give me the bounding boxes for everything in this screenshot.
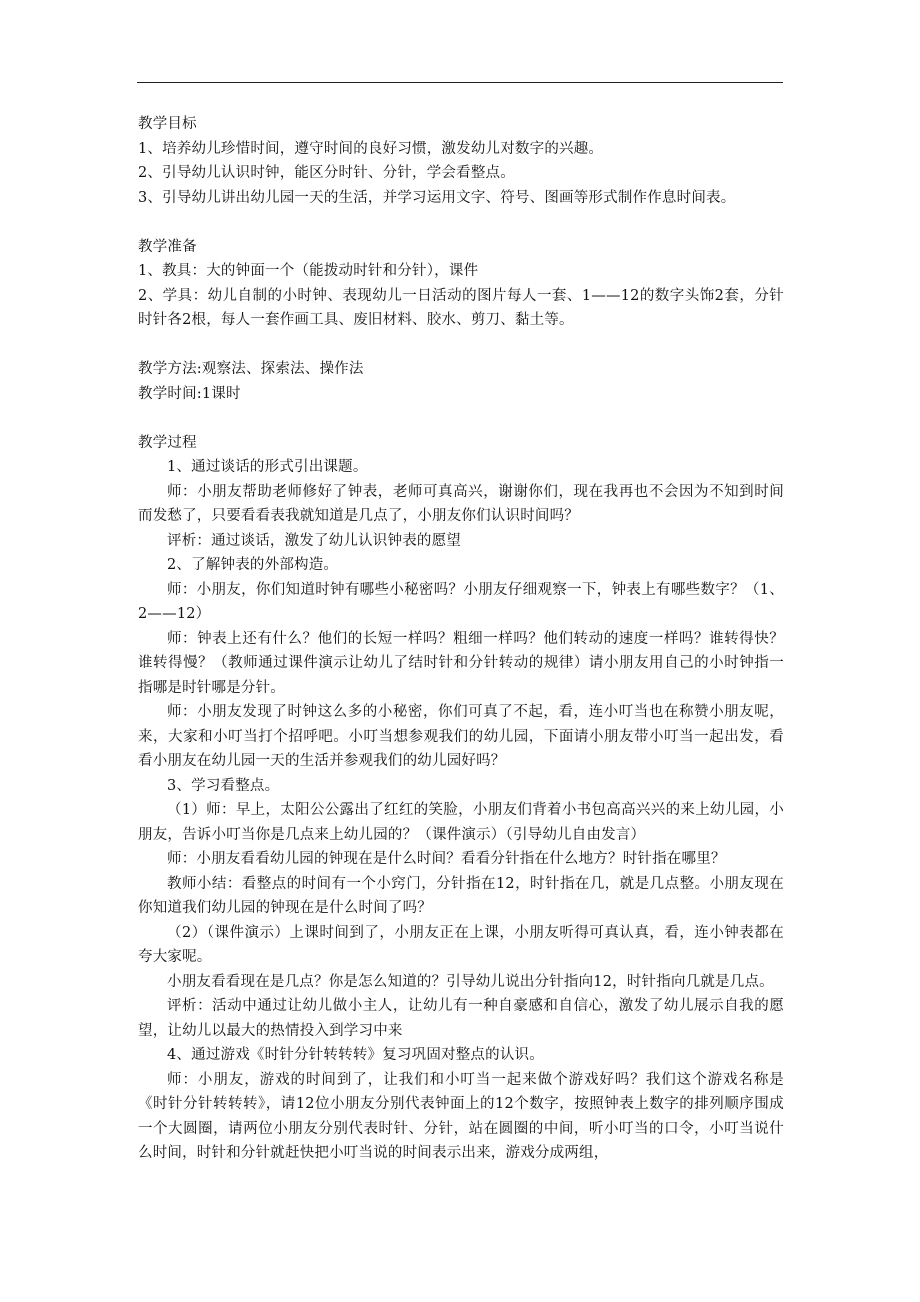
goal-item: 1、培养幼儿珍惜时间，遵守时间的良好习惯，激发幼儿对数字的兴趣。 xyxy=(138,140,604,157)
teaching-time: 教学时间:1课时 xyxy=(138,385,241,402)
spacer xyxy=(138,333,784,358)
process-paragraph: 3、学习看整点。 xyxy=(167,777,280,794)
process-section xyxy=(138,431,784,1166)
prep-heading: 教学准备 xyxy=(138,238,197,255)
lesson-plan-body xyxy=(138,112,784,1166)
process-paragraph: 师：小朋友，游戏的时间到了，让我们和小叮当一起来做个游戏好吗？我们这个游戏名称是《时针分针转转转》，请12位小朋友分别代表钟面上的12个数字，按照钟表上数字的排列顺序围成一个大圆圈，请两位小朋友分别代表时针、分针，站在圆圈的中间，听小叮当的口令，小叮当说什么时间，时针和分针就赶快把小叮当说的时间表示出来，游戏分成两组， xyxy=(138,1071,784,1161)
goals-section xyxy=(138,112,784,210)
spacer xyxy=(138,210,784,235)
goal-item: 2、引导幼儿认识时钟，能区分时针、分针，学会看整点。 xyxy=(138,165,515,181)
process-paragraph: 教师小结：看整点的时间有一个小窍门，分针指在12，时针指在几，就是几点整。小朋友现在你知道我们幼儿园的钟现在是什么时间了吗？ xyxy=(138,875,784,916)
process-paragraph: （2）（课件演示）上课时间到了，小朋友正在上课，小朋友听得可真认真，看，连小钟表都在夸大家呢。 xyxy=(138,924,784,965)
teaching-method: 教学方法:观察法、探索法、操作法 xyxy=(138,361,364,377)
process-paragraph: （1）师：早上，太阳公公露出了红红的笑脸，小朋友们背着小书包高高兴兴的来上幼儿园，小朋友，告诉小叮当你是几点来上幼儿园的？（课件演示）（引导幼儿自由发言） xyxy=(138,802,784,843)
header-rule xyxy=(137,82,783,83)
goals-heading: 教学目标 xyxy=(138,116,197,132)
process-heading: 教学过程 xyxy=(138,434,197,451)
process-paragraph: 师：小朋友，你们知道时钟有哪些小秘密吗？小朋友仔细观察一下，钟表上有哪些数字？（1、2——12） xyxy=(138,581,784,622)
prep-item: 1、教具：大的钟面一个（能拨动时针和分针），课件 xyxy=(138,263,479,279)
process-paragraph: 1、通过谈话的形式引出课题。 xyxy=(167,459,368,475)
prep-item: 2、学具：幼儿自制的小时钟、表现幼儿一日活动的图片每人一套、1——12的数字头饰2套，分针时针各2根，每人一套作画工具、废旧材料、胶水、剪刀、黏土等。 xyxy=(138,287,784,328)
process-paragraph: 师：钟表上还有什么？他们的长短一样吗？粗细一样吗？他们转动的速度一样吗？谁转得快？谁转得慢？（教师通过课件演示让幼儿了结时针和分针转动的规律）请小朋友用自己的小时钟指一指哪是时针哪是分针。 xyxy=(138,630,784,696)
process-paragraph: 师：小朋友发现了时钟这么多的小秘密，你们可真了不起，看，连小叮当也在称赞小朋友呢，来，大家和小叮当打个招呼吧。小叮当想参观我们的幼儿园，下面请小朋友带小叮当一起出发，看看小朋友在幼儿园一天的生活并参观我们的幼儿园好吗？ xyxy=(138,704,784,769)
process-paragraph: 师：小朋友看看幼儿园的钟现在是什么时间？看看分针指在什么地方？时针指在哪里？ xyxy=(167,851,726,867)
process-paragraph: 评析：活动中通过让幼儿做小主人，让幼儿有一种自豪感和自信心，激发了幼儿展示自我的愿望，让幼儿以最大的热情投入到学习中来 xyxy=(138,998,784,1039)
process-paragraph: 2、了解钟表的外部构造。 xyxy=(167,557,339,573)
process-paragraph: 师：小朋友帮助老师修好了钟表，老师可真高兴，谢谢你们，现在我再也不会因为不知到时间而发愁了，只要看看表我就知道是几点了，小朋友你们认识时间吗？ xyxy=(138,483,784,524)
goal-item: 3、引导幼儿讲出幼儿园一天的生活，并学习运用文字、符号、图画等形式制作作息时间表。 xyxy=(138,189,736,206)
process-paragraph: 4、通过游戏《时针分针转转转》复习巩固对整点的认识。 xyxy=(167,1047,544,1063)
spacer xyxy=(138,406,784,431)
process-paragraph: 评析：通过谈话，激发了幼儿认识钟表的愿望 xyxy=(167,532,461,549)
process-paragraph: 小朋友看看现在是几点？你是怎么知道的？引导幼儿说出分针指向12，时针指向几就是几点。 xyxy=(167,973,774,990)
prep-section xyxy=(138,235,784,333)
